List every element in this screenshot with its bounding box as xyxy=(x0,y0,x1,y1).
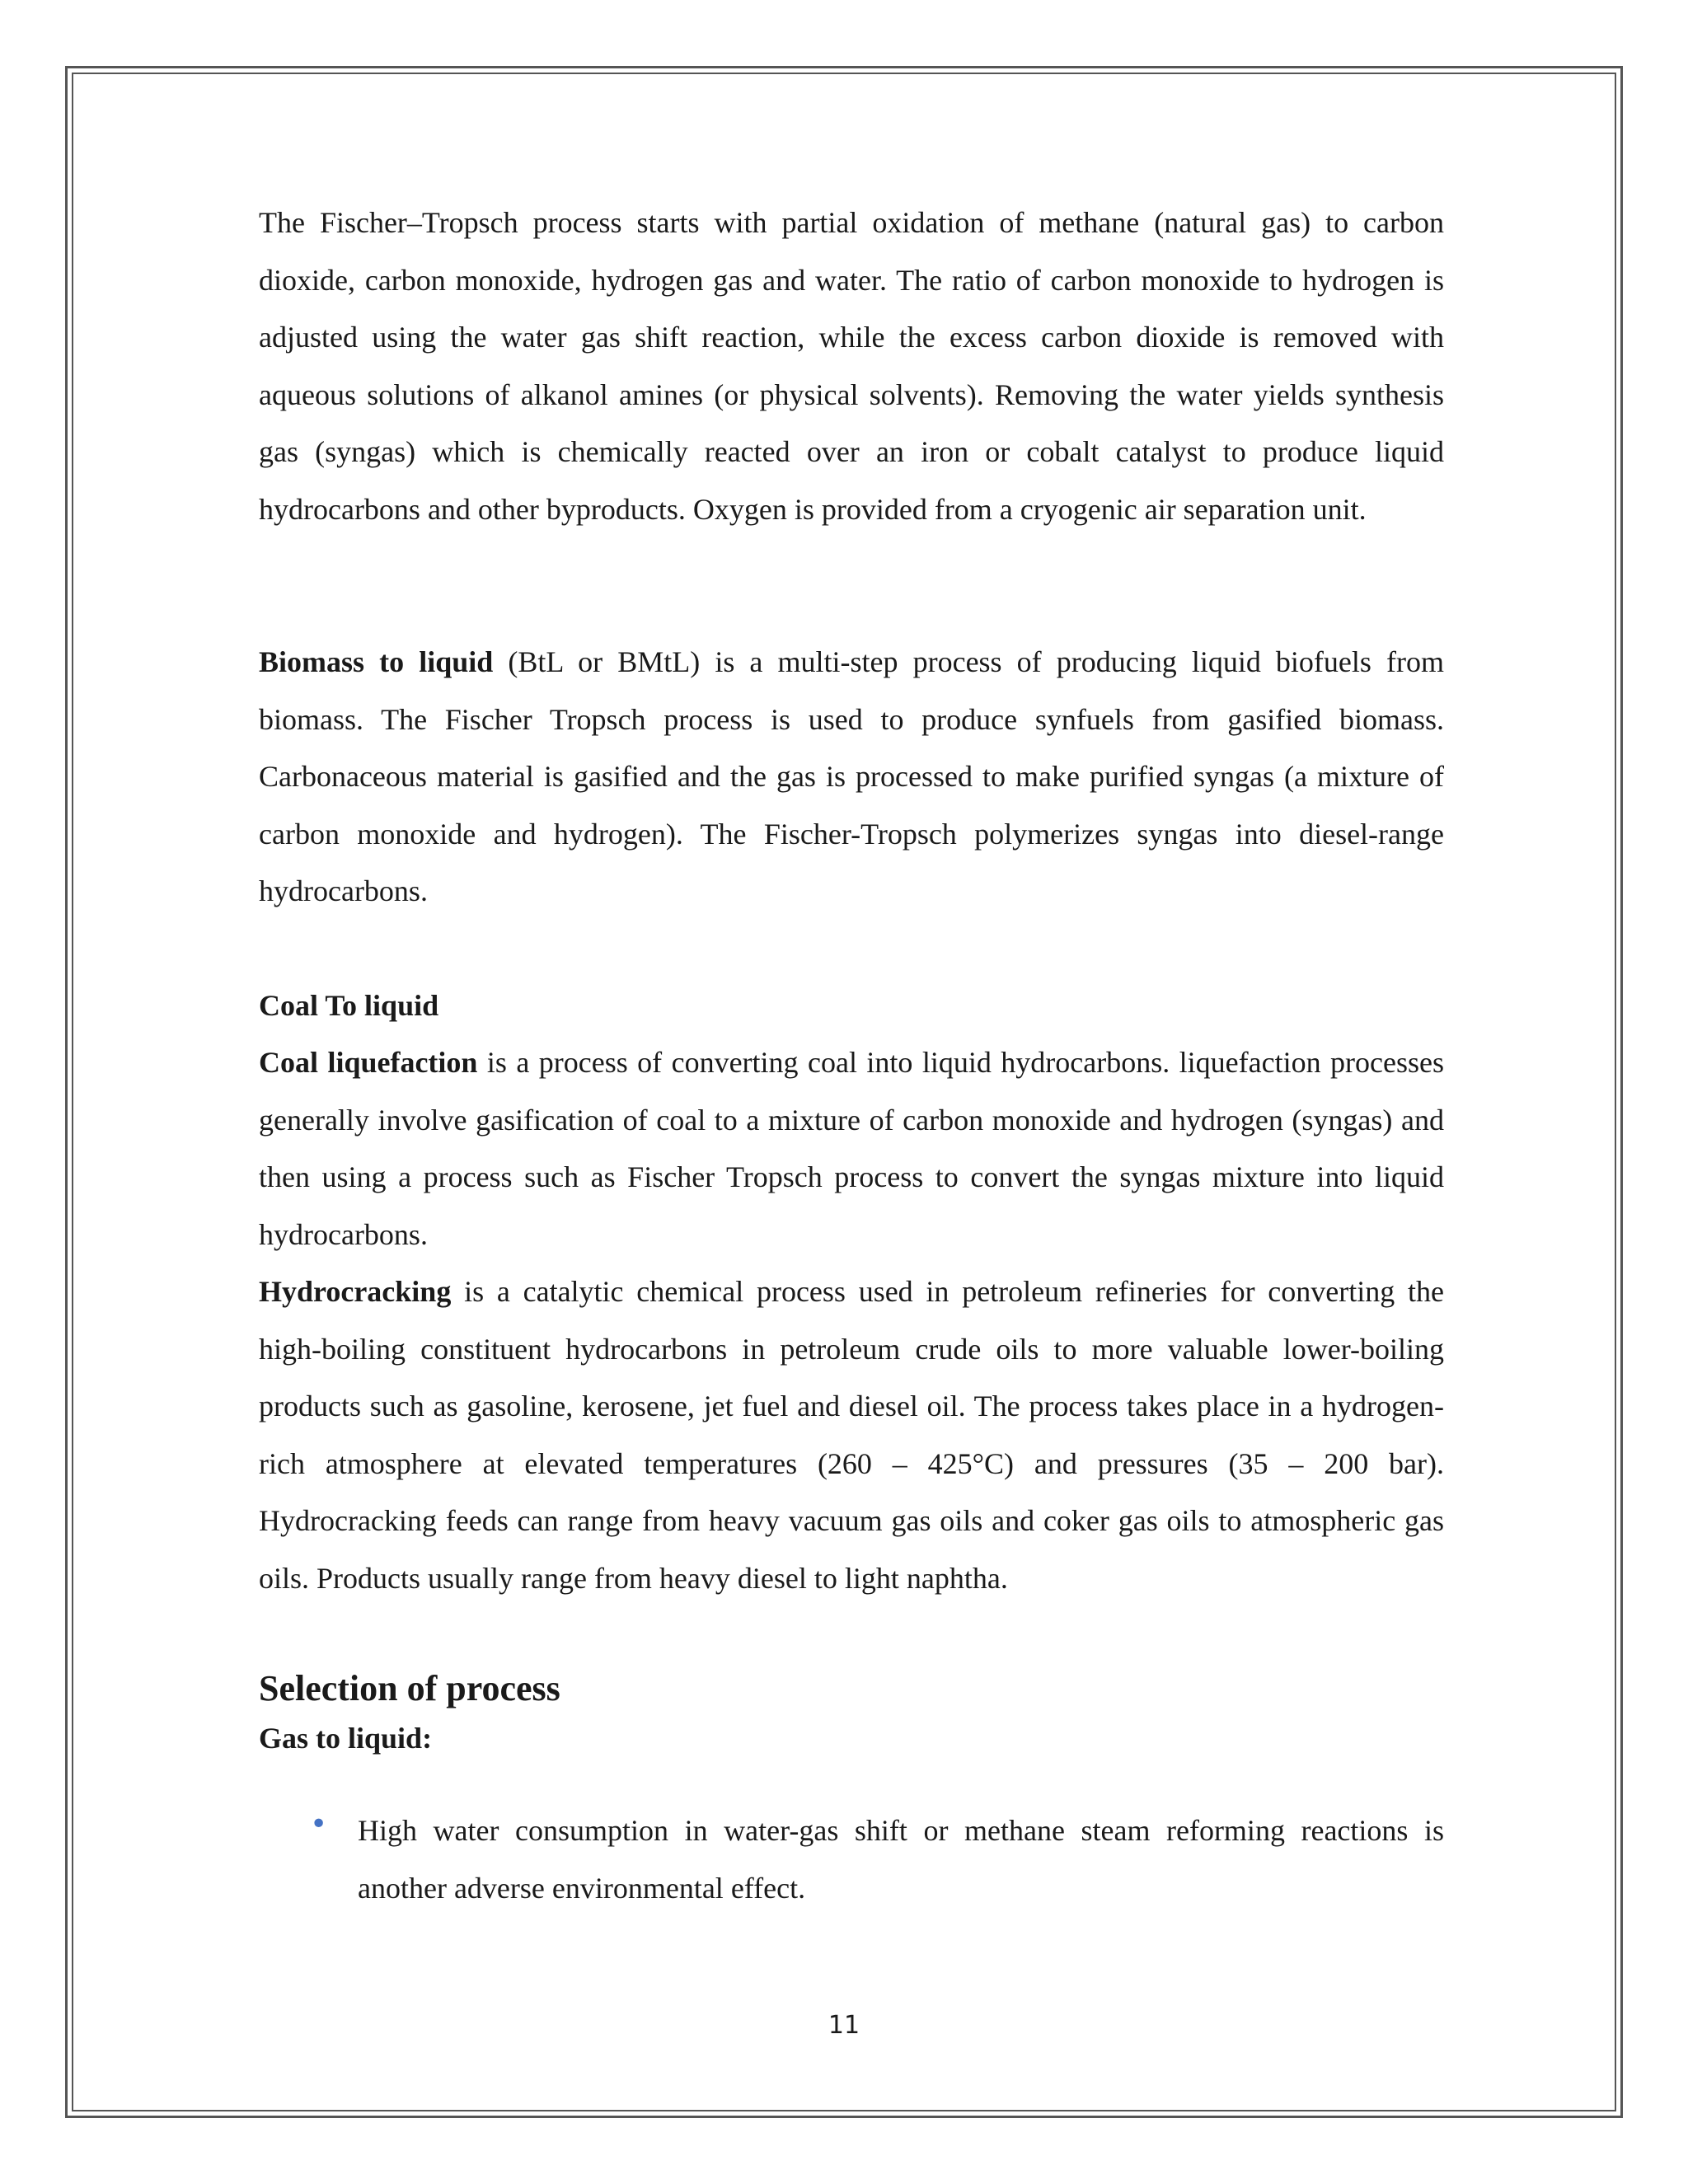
term-biomass-to-liquid: Biomass to liquid xyxy=(259,645,494,678)
paragraph-coal-text: is a process of converting coal into liquid hydrocarbons. liquefaction processes generally involve gasification of coal to a mixture of carbon monoxide and hydrogen (syngas) and then using a process such as Fischer Tropsch process to convert the syngas mixture into liquid hydrocarbons. xyxy=(259,1046,1444,1251)
document-body xyxy=(259,194,1444,1917)
paragraph-hydrocracking-text: is a catalytic chemical process used in petroleum refineries for converting the high-boiling constituent hydrocarbons in petroleum crude oils to more valuable lower-boiling products such as gasoline, kerosene, jet fuel and diesel oil. The process takes place in a hydrogen-rich atmosphere at elevated temperatures (260 – 425°C) and pressures (35 – 200 bar). Hydrocracking feeds can range from heavy vacuum gas oils and coker gas oils to atmospheric gas oils. Products usually range from heavy diesel to light naphtha. xyxy=(259,1275,1444,1595)
bullet-icon: • xyxy=(310,1807,328,1841)
term-hydrocracking: Hydrocracking xyxy=(259,1275,452,1308)
paragraph-hydrocracking xyxy=(259,1263,1444,1607)
list-item-text: High water consumption in water-gas shift or methane steam reforming reactions is another adverse environmental effect. xyxy=(358,1814,1444,1905)
bullet-list xyxy=(259,1802,1444,1917)
section-subtitle: Gas to liquid: xyxy=(259,1722,433,1755)
page-number: 11 xyxy=(828,2011,860,2040)
heading-coal-to-liquid: Coal To liquid xyxy=(259,988,439,1022)
list-item xyxy=(310,1802,1444,1917)
paragraph-biomass-to-liquid xyxy=(259,634,1444,921)
term-coal-liquefaction: Coal liquefaction xyxy=(259,1046,478,1079)
section-title: Selection of process xyxy=(259,1668,560,1708)
paragraph-fischer-tropsch: The Fischer–Tropsch process starts with partial oxidation of methane (natural gas) to carbon dioxide, carbon monoxide, hydrogen gas and water. The ratio of carbon monoxide to hydrogen is adjusted using the water gas shift reaction, while the excess carbon dioxide is removed with aqueous solutions of alkanol amines (or physical solvents). Removing the water yields synthesis gas (syngas) which is chemically reacted over an iron or cobalt catalyst to produce liquid hydrocarbons and other byproducts. Oxygen is provided from a cryogenic air separation unit. xyxy=(259,206,1444,526)
paragraph-biomass-text: (BtL or BMtL) is a multi-step process of producing liquid biofuels from biomass. The Fischer Tropsch process is used to produce synfuels from gasified biomass. Carbonaceous material is gasified and the gas is processed to make purified syngas (a mixture of carbon monoxide and hydrogen). The Fischer-Tropsch polymerizes syngas into diesel-range hydrocarbons. xyxy=(259,645,1444,907)
paragraph-coal-liquefaction xyxy=(259,1034,1444,1263)
